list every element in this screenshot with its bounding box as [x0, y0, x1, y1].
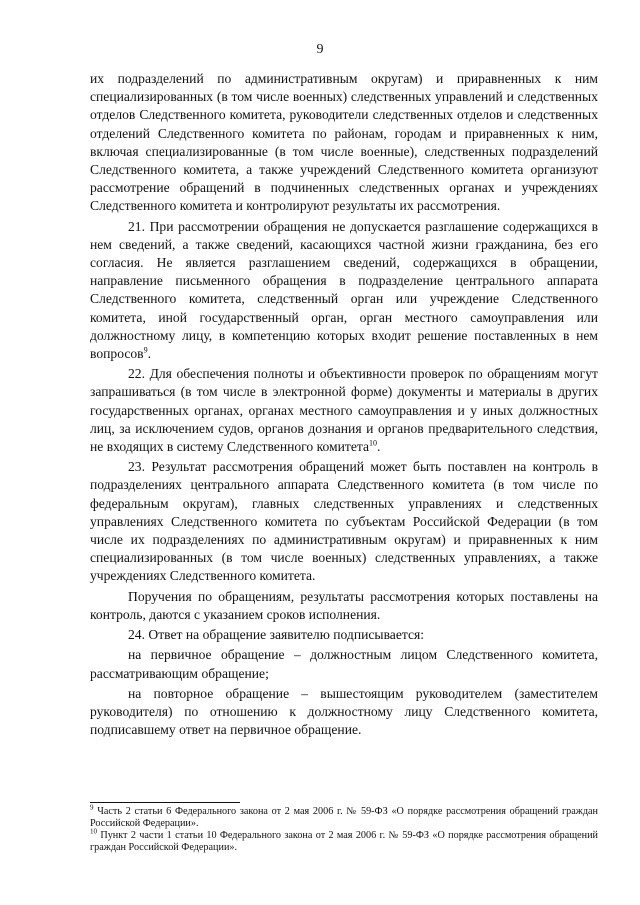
paragraph-22: [90, 365, 598, 456]
paragraph-20-continuation: [90, 70, 598, 216]
paragraph-text: 24. Ответ на обращение заявителю подписывается:: [128, 627, 425, 643]
footnote-mark: 10: [90, 827, 97, 836]
body-text: [90, 70, 598, 739]
paragraph-tail: .: [377, 439, 381, 455]
footnote-text: Пункт 2 части 1 статьи 10 Федерального закона от 2 мая 2006 г. № 59-ФЗ «О порядке рассмотрения обращений граждан Российской Федерации».: [90, 830, 599, 853]
paragraph-tail: .: [147, 346, 151, 362]
paragraph-repeat-appeal: [90, 685, 598, 740]
paragraph-instructions: [90, 588, 598, 624]
footnote-divider: [90, 802, 240, 803]
paragraph-23: [90, 458, 598, 585]
footnote-mark: 9: [90, 803, 94, 812]
paragraph-primary-appeal: [90, 646, 598, 682]
footnote-ref-9[interactable]: 9: [143, 345, 148, 355]
paragraph-text: их подразделений по административным округам) и приравненных к ним специализированных (в том числе военных) следственных управлений и следственных отделов Следственного комитета, руководители следственных отделов и следственных отделений Следственного комитета по районам, городам и приравненных к ним, включая специализированные (в том числе военные), следственных подразделений Следственного комитета, а также учреждений Следственного комитета организуют рассмотрение обращений в подчиненных следственных органах и учреждениях Следственного комитета и контролируют результаты их рассмотрения.: [90, 71, 598, 214]
paragraph-24: [90, 626, 598, 644]
paragraph-21: [90, 218, 598, 364]
footnote-10: [90, 827, 599, 854]
paragraph-text: 22. Для обеспечения полноты и объективности проверок по обращениям могут запрашиваться (в том числе в электронной форме) документы и материалы в других государственных органах, органах местного самоуправления и у иных должностных лиц, за исключением судов, органов дознания и органов предварительного следствия, не входящих в систему Следственного комитета: [90, 366, 598, 455]
footnote-9: [90, 803, 598, 830]
paragraph-text: 21. При рассмотрении обращения не допускается разглашение содержащихся в нем сведений, а также сведений, касающихся частной жизни гражданина, без его согласия. Не является разглашением сведений, содержащихся в обращении, направление письменного обращения в подразделение центрального аппарата Следственного комитета, следственный орган или учреждение Следственного комитета, иной государственный орган, орган местного самоуправления или должностному лицу, в компетенцию которых входит решение поставленных в нем вопросов: [90, 218, 598, 362]
footnote-text: Часть 2 статьи 6 Федерального закона от 2 мая 2006 г. № 59-ФЗ «О порядке рассмотрения обращений граждан Российской Федерации».: [90, 806, 598, 829]
footnotes: [90, 803, 599, 854]
footnote-ref-10[interactable]: 10: [369, 438, 378, 448]
paragraph-text: на повторное обращение – вышестоящим руководителем (заместителем руководителя) по отношению к должностному лицу Следственного комитета, подписавшему ответ на первичное обращение.: [90, 685, 598, 738]
paragraph-text: 23. Результат рассмотрения обращений может быть поставлен на контроль в подразделениях центрального аппарата Следственного комитета (в том числе по федеральным округам), главных следственных управлениях и следственных управлениях Следственного комитета по субъектам Российской Федерации (в том числе их подразделениях по административным округам) и приравненных к ним специализированных (в том числе военных) следственных управлениях, а также учреждениях Следственного комитета.: [90, 459, 598, 584]
page-number: 9: [316, 42, 324, 57]
paragraph-text: Поручения по обращениям, результаты рассмотрения которых поставлены на контроль, даются с указанием сроков исполнения.: [90, 588, 598, 622]
paragraph-text: на первичное обращение – должностным лицом Следственного комитета, рассматривающим обращение;: [90, 647, 598, 681]
